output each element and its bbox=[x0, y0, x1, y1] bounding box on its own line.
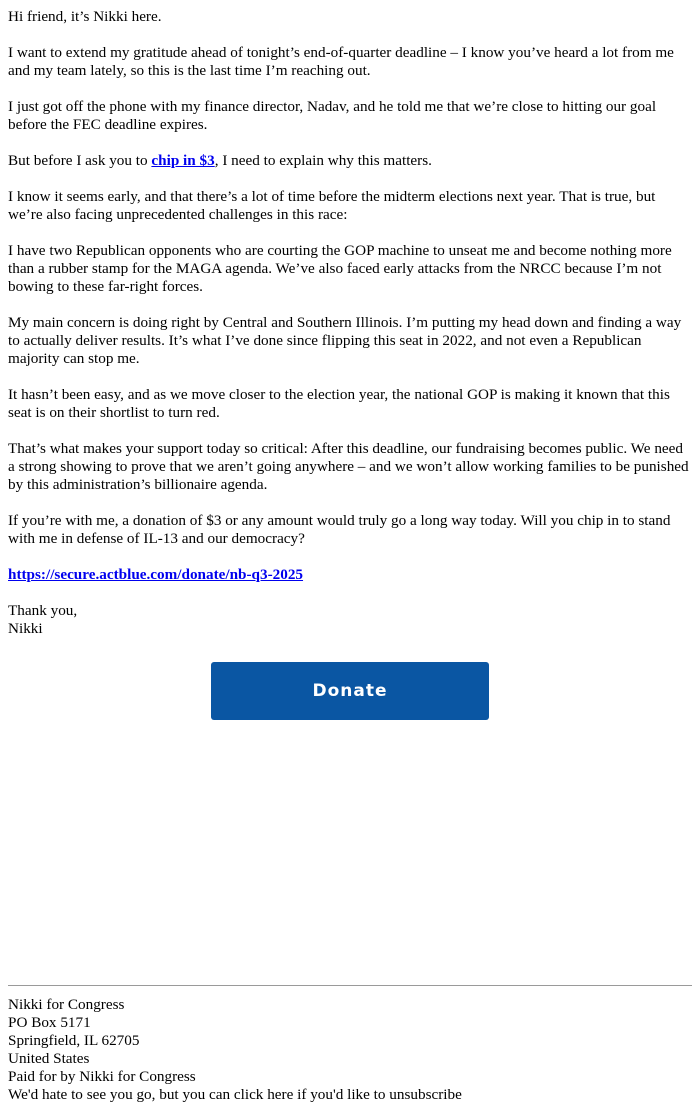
footer-divider bbox=[8, 985, 692, 986]
thanks-text: Thank you, bbox=[8, 602, 78, 619]
chip-in-text-before: But before I ask you to bbox=[8, 152, 152, 169]
chip-in-link[interactable]: chip in $3 bbox=[151, 152, 215, 169]
donate-button[interactable]: Donate bbox=[211, 662, 489, 720]
footer-org: Nikki for Congress bbox=[8, 996, 125, 1013]
footer bbox=[8, 985, 692, 1104]
signature: Nikki bbox=[8, 620, 43, 637]
donate-button-container bbox=[8, 662, 692, 720]
paragraph-support: That’s what makes your support today so critical: After this deadline, our fundraising becomes public. We need a strong showing to prove that we aren’t going anywhere – and we won’t allow working families to be punished by this administration’s billionaire agenda. bbox=[8, 440, 689, 493]
paragraph-opponents: I have two Republican opponents who are courting the GOP machine to unseat me and become nothing more than a rubber stamp for the MAGA agenda. We’ve also faced early attacks from the NRCC because I’m not bowing to these far-right forces. bbox=[8, 242, 672, 295]
donate-url-paragraph bbox=[8, 566, 692, 584]
donate-url-link[interactable]: https://secure.actblue.com/donate/nb-q3-2025 bbox=[8, 566, 304, 583]
paragraph-illinois: My main concern is doing right by Central and Southern Illinois. I’m putting my head down and finding a way to actually deliver results. It’s what I’ve done since flipping this seat in 2022, and not even a Republican majority can stop me. bbox=[8, 314, 682, 367]
greeting: Hi friend, it’s Nikki here. bbox=[8, 8, 162, 25]
signoff bbox=[8, 602, 692, 638]
footer-paid-for: Paid for by Nikki for Congress bbox=[8, 1068, 196, 1085]
paragraph-chip-in bbox=[8, 152, 692, 170]
paragraph-ask: If you’re with me, a donation of $3 or any amount would truly go a long way today. Will you chip in to stand with me in defense of IL-13 and our democracy? bbox=[8, 512, 671, 547]
paragraph-midterm: I know it seems early, and that there’s a lot of time before the midterm elections next year. That is true, but we’re also facing unprecedented challenges in this race: bbox=[8, 188, 656, 223]
footer-country: United States bbox=[8, 1050, 90, 1067]
chip-in-text-after: , I need to explain why this matters. bbox=[214, 152, 432, 169]
footer-city: Springfield, IL 62705 bbox=[8, 1032, 140, 1049]
unsubscribe-text[interactable]: We'd hate to see you go, but you can click here if you'd like to unsubscribe bbox=[8, 1086, 462, 1103]
paragraph-finance-director: I just got off the phone with my finance director, Nadav, and he told me that we’re close to hitting our goal before the FEC deadline expires. bbox=[8, 98, 657, 133]
paragraph-gop: It hasn’t been easy, and as we move closer to the election year, the national GOP is making it known that this seat is on their shortlist to turn red. bbox=[8, 386, 670, 421]
paragraph-gratitude: I want to extend my gratitude ahead of tonight’s end-of-quarter deadline – I know you’ve heard a lot from me and my team lately, so this is the last time I’m reaching out. bbox=[8, 44, 674, 79]
footer-po-box: PO Box 5171 bbox=[8, 1014, 91, 1031]
